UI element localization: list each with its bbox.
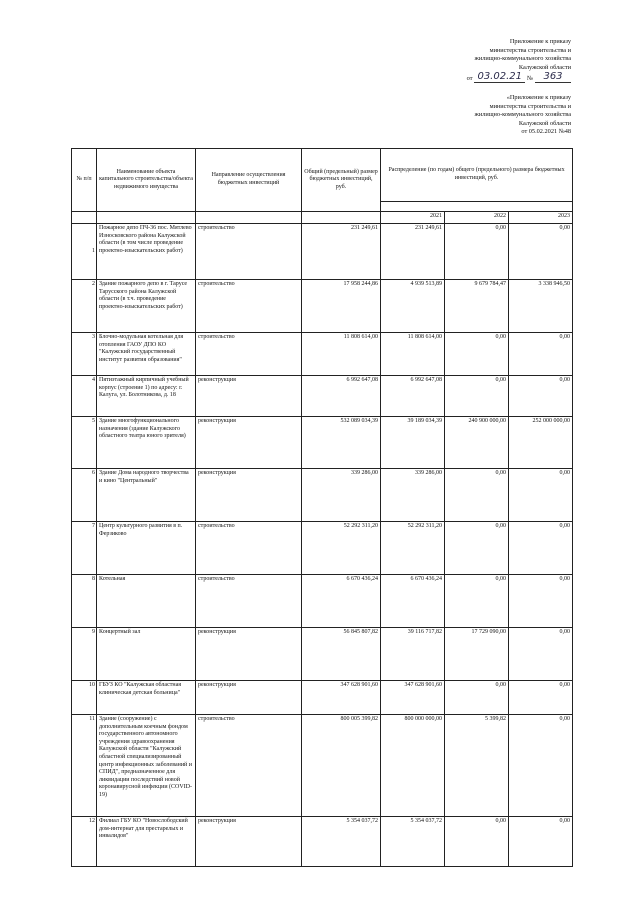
year-2021: 2021 <box>381 212 445 224</box>
header-line: Калужской области <box>518 63 571 71</box>
object-name: Концертный зал <box>97 628 196 681</box>
blank-cell <box>196 212 302 224</box>
col-header-direction: Направление осуществления бюджетных инвестиций <box>196 149 302 212</box>
amount-2022: 0,00 <box>445 681 509 715</box>
amount-2023: 0,00 <box>509 628 573 681</box>
number-prefix: № <box>526 74 533 82</box>
table-row <box>72 333 573 376</box>
header-line: министерства строительства и <box>489 46 571 54</box>
amount-2023: 0,00 <box>509 469 573 522</box>
investment-direction: строительство <box>196 522 302 575</box>
table-row <box>72 224 573 280</box>
investment-direction: реконструкция <box>196 681 302 715</box>
object-name: Пожарное депо ПЧ-36 пос. Мятлево Износковского района Калужской области (в том числе проведение проектно-изыскательских работ) <box>97 224 196 280</box>
year-2023: 2023 <box>509 212 573 224</box>
table-header-row <box>72 149 573 202</box>
table-row <box>72 522 573 575</box>
amount-2022: 9 679 784,47 <box>445 280 509 333</box>
investment-direction: строительство <box>196 280 302 333</box>
row-number: 7 <box>72 522 97 575</box>
object-name: Здание Дома народного творчества и кино "Центральный" <box>97 469 196 522</box>
total-amount: 56 845 807,82 <box>302 628 381 681</box>
investment-direction: строительство <box>196 333 302 376</box>
row-number: 4 <box>72 376 97 417</box>
object-name: Здание пожарного депо в г. Тарусе Тарусского района Калужской области (в т.ч. проведение проектно-изыскательских работ) <box>97 280 196 333</box>
amount-2022: 0,00 <box>445 224 509 280</box>
row-number: 1 <box>72 224 97 280</box>
investment-direction: реконструкция <box>196 628 302 681</box>
total-amount: 6 992 647,08 <box>302 376 381 417</box>
previous-order-header <box>474 94 571 137</box>
date-prefix: от <box>466 74 473 82</box>
total-amount: 17 958 244,86 <box>302 280 381 333</box>
blank-cell <box>72 212 97 224</box>
investment-direction: реконструкция <box>196 417 302 469</box>
amount-2023: 0,00 <box>509 376 573 417</box>
header-line: «Приложение к приказу <box>506 94 571 101</box>
table-row <box>72 817 573 867</box>
amount-2021: 11 808 614,00 <box>381 333 445 376</box>
header-spacer-cell <box>381 202 573 212</box>
amount-2022: 5 399,82 <box>445 715 509 817</box>
amount-2023: 0,00 <box>509 715 573 817</box>
object-name: Центр культурного развития в п. Ферзиково <box>97 522 196 575</box>
header-line: Приложение к приказу <box>509 38 571 45</box>
amount-2023: 0,00 <box>509 681 573 715</box>
table-row <box>72 376 573 417</box>
amount-2023: 0,00 <box>509 224 573 280</box>
header-line: от 05.02.2021 №48 <box>521 128 571 136</box>
investment-direction: строительство <box>196 575 302 628</box>
total-amount: 339 286,00 <box>302 469 381 522</box>
col-header-num: № п/п <box>72 149 97 212</box>
row-number: 8 <box>72 575 97 628</box>
amount-2021: 6 670 436,24 <box>381 575 445 628</box>
amount-2023: 0,00 <box>509 333 573 376</box>
amount-2021: 800 000 000,00 <box>381 715 445 817</box>
investment-direction: реконструкция <box>196 817 302 867</box>
row-number: 2 <box>72 280 97 333</box>
total-amount: 532 089 034,39 <box>302 417 381 469</box>
amount-2021: 339 286,00 <box>381 469 445 522</box>
amount-2022: 0,00 <box>445 817 509 867</box>
amount-2022: 0,00 <box>445 522 509 575</box>
amount-2023: 0,00 <box>509 817 573 867</box>
amount-2023: 3 338 946,50 <box>509 280 573 333</box>
investment-direction: реконструкция <box>196 376 302 417</box>
investment-direction: реконструкция <box>196 469 302 522</box>
amount-2021: 39 189 034,39 <box>381 417 445 469</box>
investment-direction: строительство <box>196 224 302 280</box>
amount-2021: 4 939 513,89 <box>381 280 445 333</box>
year-row <box>72 212 573 224</box>
amount-2022: 17 729 090,00 <box>445 628 509 681</box>
investment-table <box>71 148 573 867</box>
handwritten-number: 363 <box>535 72 571 83</box>
order-header <box>467 38 571 83</box>
blank-cell <box>302 212 381 224</box>
object-name: Блочно-модульная котельная для отопления ГАОУ ДПО КО "Калужский государственный институт развития образования" <box>97 333 196 376</box>
amount-2022: 0,00 <box>445 333 509 376</box>
row-number: 11 <box>72 715 97 817</box>
total-amount: 6 670 436,24 <box>302 575 381 628</box>
amount-2023: 0,00 <box>509 522 573 575</box>
total-amount: 231 249,61 <box>302 224 381 280</box>
table-row <box>72 575 573 628</box>
order-date-number <box>467 72 571 83</box>
col-header-name: Наименование объекта капитального строительства/объекта недвижимого имущества <box>97 149 196 212</box>
header-line: Калужской области <box>518 119 571 127</box>
amount-2022: 240 900 000,00 <box>445 417 509 469</box>
total-amount: 347 628 901,60 <box>302 681 381 715</box>
amount-2021: 231 249,61 <box>381 224 445 280</box>
table-row <box>72 628 573 681</box>
col-header-distribution: Распределение (по годам) общего (предельного) размера бюджетных инвестиций, руб. <box>381 149 573 202</box>
amount-2021: 5 354 037,72 <box>381 817 445 867</box>
header-line: жилищно-коммунального хозяйства <box>474 111 571 119</box>
row-number: 12 <box>72 817 97 867</box>
object-name: Котельная <box>97 575 196 628</box>
amount-2021: 39 116 717,82 <box>381 628 445 681</box>
blank-cell <box>97 212 196 224</box>
amount-2023: 252 000 000,00 <box>509 417 573 469</box>
year-2022: 2022 <box>445 212 509 224</box>
table-row <box>72 715 573 817</box>
amount-2022: 0,00 <box>445 469 509 522</box>
table-row <box>72 681 573 715</box>
amount-2021: 52 292 311,20 <box>381 522 445 575</box>
amount-2022: 0,00 <box>445 575 509 628</box>
amount-2022: 0,00 <box>445 376 509 417</box>
object-name: Филиал ГБУ КО "Новослободский дом-интернат для престарелых и инвалидов" <box>97 817 196 867</box>
handwritten-date: 03.02.21 <box>474 72 525 83</box>
object-name: Пятиэтажный кирпичный учебный корпус (строение 1) по адресу: г. Калуга, ул. Болотникова, д. 18 <box>97 376 196 417</box>
object-name: ГБУЗ КО "Калужская областная клиническая детская больница" <box>97 681 196 715</box>
amount-2023: 0,00 <box>509 575 573 628</box>
object-name: Здание многофункционального назначения (здание Калужского областного театра юного зрителя) <box>97 417 196 469</box>
row-number: 9 <box>72 628 97 681</box>
investment-direction: строительство <box>196 715 302 817</box>
total-amount: 800 005 399,82 <box>302 715 381 817</box>
total-amount: 5 354 037,72 <box>302 817 381 867</box>
object-name: Здание (сооружение) с дополнительным коечным фондом государственного автономного учреждения здравоохранения Калужской области "Калужский областной специализированный центр инфекционных заболеваний и СПИД", предназначенное для ликвидации последствий новой коронавирусной инфекции (COVID-19) <box>97 715 196 817</box>
amount-2021: 347 628 901,60 <box>381 681 445 715</box>
total-amount: 52 292 311,20 <box>302 522 381 575</box>
total-amount: 11 808 614,00 <box>302 333 381 376</box>
col-header-total: Общий (предельный) размер бюджетных инвестиций, руб. <box>302 149 381 212</box>
table-row <box>72 417 573 469</box>
header-line: жилищно-коммунального хозяйства <box>474 55 571 63</box>
amount-2021: 6 992 647,08 <box>381 376 445 417</box>
row-number: 10 <box>72 681 97 715</box>
row-number: 3 <box>72 333 97 376</box>
row-number: 6 <box>72 469 97 522</box>
row-number: 5 <box>72 417 97 469</box>
table-row <box>72 469 573 522</box>
table-row <box>72 280 573 333</box>
header-line: министерства строительства и <box>489 102 571 110</box>
